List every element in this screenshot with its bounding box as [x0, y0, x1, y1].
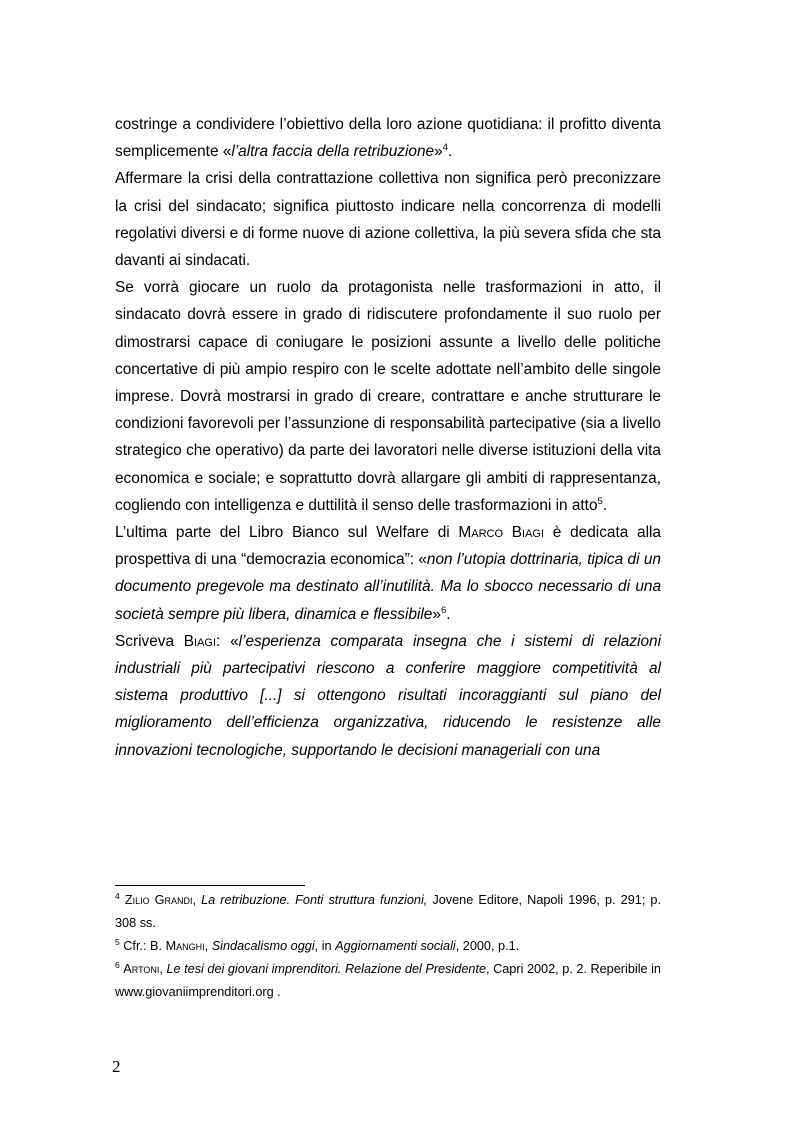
footnote-author: Artoni [123, 962, 160, 976]
footnote-title: Le tesi dei giovani imprenditori. Relazione del Presidente [166, 962, 487, 976]
footnote-author: Manghi [165, 939, 205, 953]
quote: non l’utopia dottrinaria, tipica di un documento pregevole ma destinato all’inutilità. Ma lo sbocco necessario di una società sempre più libera, dinamica e flessibile [115, 551, 661, 623]
footnote-author: Zilio Grandi [124, 893, 193, 907]
footnote-title: Sindacalismo oggi [211, 939, 315, 953]
footnote-ref-5[interactable]: 5 [597, 495, 603, 507]
page-number: 2 [112, 1057, 121, 1076]
footnote-journal: Aggiornamenti sociali [335, 939, 456, 953]
footnote-6: $^6$ Artoni, Le tesi dei giovani imprenditori. Relazione del Presidente, Capri 2002, p. 2. Reperibile in www.giovaniimprenditori.org . [115, 959, 661, 999]
footnote-ref-6[interactable]: 6 [440, 604, 447, 616]
paragraph-4: L’ultima parte del Libro Bianco sul Welfare di Marco Biagi è dedicata alla prospettiva di una “democrazia economica”: «non l’utopia dottrinaria, tipica di un documento pregevole ma destinato all’inutilità. Ma lo sbocco necessario di una società sempre più libera, dinamica e flessibile»$^6$. [115, 524, 661, 623]
main-text [115, 111, 661, 764]
footnote-ref-4[interactable]: 4 [442, 142, 448, 154]
footnote-title: La retribuzione. Fonti struttura funzioni, [201, 893, 428, 907]
footnote-number: 4 [115, 890, 120, 901]
paragraph-2: Affermare la crisi della contrattazione collettiva non significa però preconizzare la crisi del sindacato; significa piuttosto indicare nella concorrenza di modelli regolativi diversi e di forme nuove di azione collettiva, la più severa sfida che sta davanti ai sindacati. [115, 170, 661, 270]
paragraph-3: Se vorrà giocare un ruolo da protagonista nelle trasformazioni in atto, il sindacato dovrà essere in grado di ridiscutere profondamente il suo ruolo per dimostrarsi capace di coniugare le posizioni assunte a livello delle politiche concertative di più ampio respiro con le scelte adottate nell’ambito delle singole imprese. Dovrà mostrarsi in grado di creare, contrattare e anche strutturare le condizioni favorevoli per l’assunzione di responsabilità partecipative (sia a livello strategico che operativo) da parte dei lavoratori nelle diverse istituzioni della vita economica e sociale; e soprattutto dovrà allargare gli ambiti di rappresentanza, cogliendo con intelligenza e duttilità il senso delle trasformazioni in atto$^5$. [115, 279, 661, 514]
paragraph-1: costringe a condividere l’obiettivo della loro azione quotidiana: il profitto diventa semplicemente «l’altra faccia della retribuzione»$^4$. [115, 116, 661, 161]
footnote-4: $^4$ Zilio Grandi, La retribuzione. Fonti struttura funzioni, Jovene Editore, Napoli 1996, p. 291; p. 308 ss. [115, 890, 661, 930]
author-name: Biagi [183, 632, 217, 650]
footnote-number: 6 [115, 959, 120, 970]
footnote-5: $^5$ Cfr.: B. Manghi, Sindacalismo oggi, in Aggiornamenti sociali, 2000, p.1. [115, 936, 520, 953]
footnote-number: 5 [115, 936, 120, 947]
quote: l’altra faccia della retribuzione [231, 143, 435, 161]
quote: l’esperienza comparata insegna che i sistemi di relazioni industriali più partecipativi riescono a conferire maggiore competitività al sistema produttivo [...] si ottengono risultati incoraggianti sul piano del miglioramento dell’efficienza organizzativa, riducendo le resistenze alle innovazioni tecnologiche, supportando le decisioni manageriali con una [115, 632, 661, 759]
footnotes [115, 889, 661, 1004]
author-name: Marco Biagi [458, 524, 545, 542]
footnote-divider [115, 885, 305, 886]
paragraph-5: Scriveva Biagi: «l’esperienza comparata insegna che i sistemi di relazioni industriali più partecipativi riescono a conferire maggiore competitività al sistema produttivo [...] si ottengono risultati incoraggianti sul piano del miglioramento dell’efficienza organizzativa, riducendo le resistenze alle innovazioni tecnologiche, supportando le decisioni manageriali con una [115, 632, 661, 759]
